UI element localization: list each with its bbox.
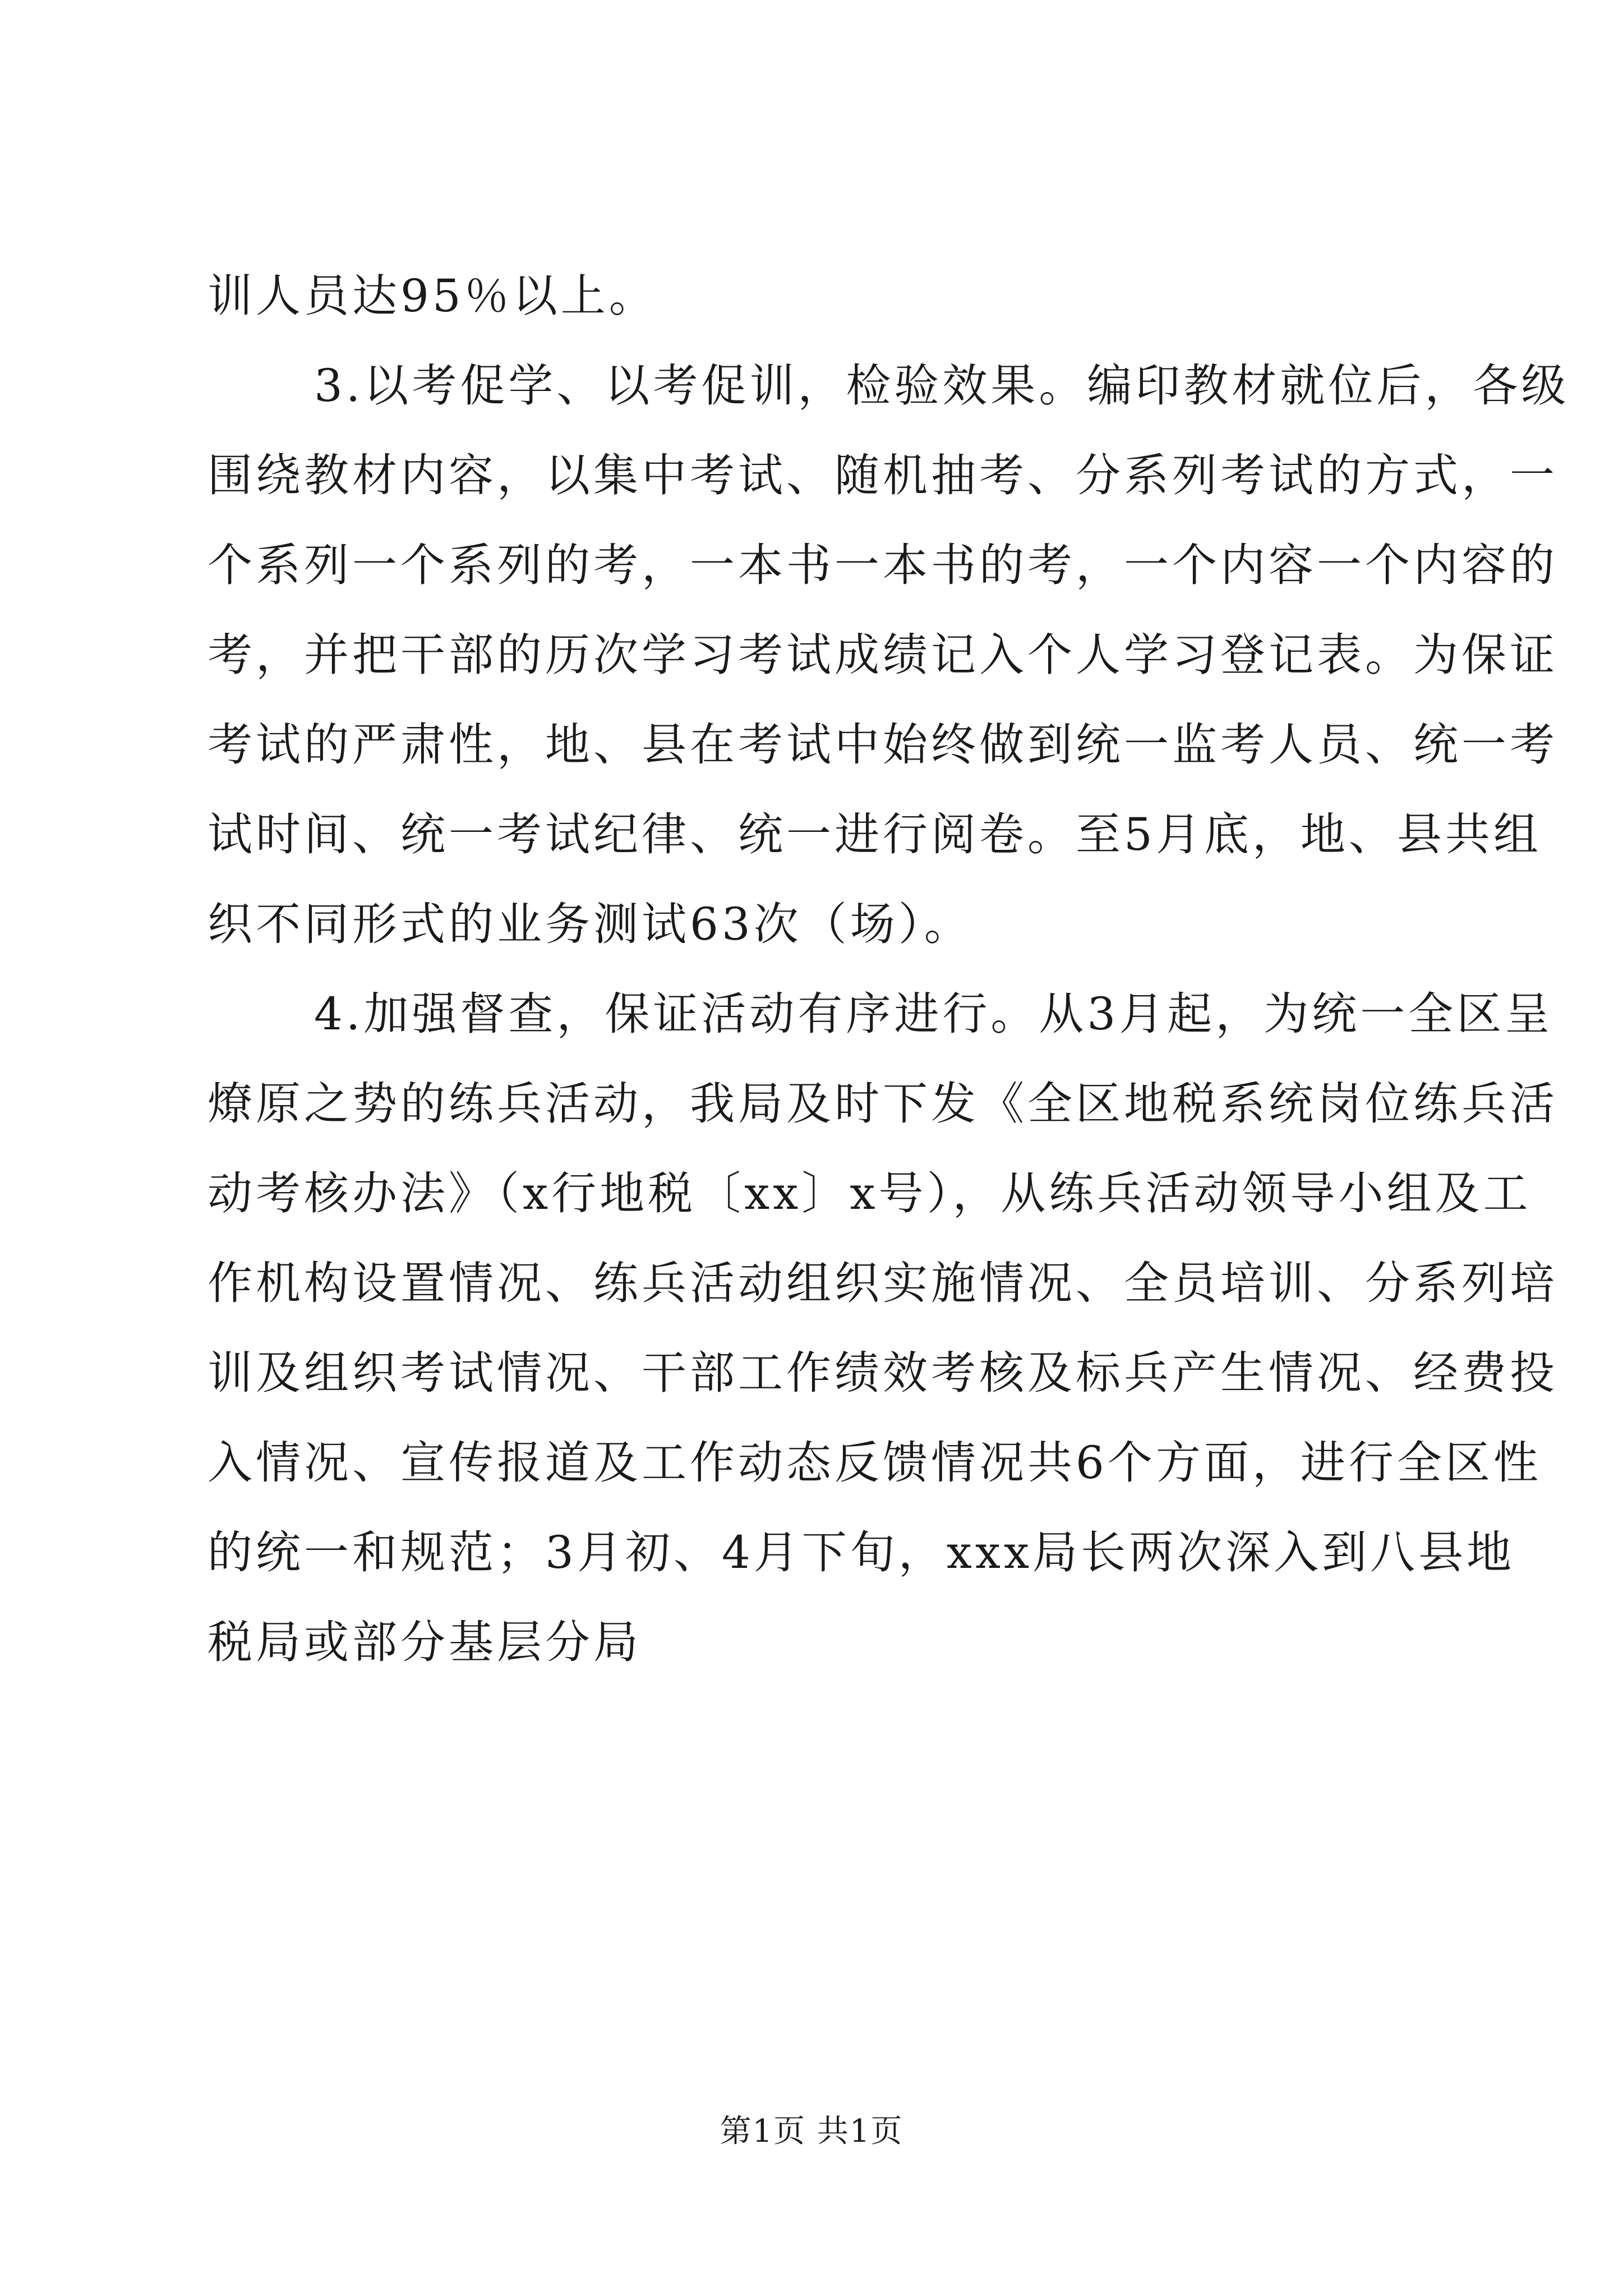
text-line: 入情况、宣传报道及工作动态反馈情况共6个方面，进行全区性 xyxy=(208,1437,1542,1489)
text-line: 训人员达95％以上。 xyxy=(208,270,657,322)
text-line: 织不同形式的业务测试63次（场）。 xyxy=(208,898,972,950)
text-line: 3.以考促学、以考促训，检验效果。编印教材就位后，各级 xyxy=(314,360,1570,412)
page-number-label: 第1页 共1页 xyxy=(720,2113,903,2150)
page-footer xyxy=(0,2109,1623,2154)
text-line: 围绕教材内容，以集中考试、随机抽考、分系列考试的方式，一 xyxy=(208,449,1558,501)
text-line: 试时间、统一考试纪律、统一进行阅卷。至5月底，地、县共组 xyxy=(208,808,1542,861)
text-line: 训及组织考试情况、干部工作绩效考核及标兵产生情况、经费投 xyxy=(208,1347,1558,1399)
text-line: 燎原之势的练兵活动，我局及时下发《全区地税系统岗位练兵活 xyxy=(208,1078,1558,1130)
text-line: 考，并把干部的历次学习考试成绩记入个人学习登记表。为保证 xyxy=(208,629,1558,681)
text-line: 的统一和规范；3月初、4月下旬，xxx局长两次深入到八县地 xyxy=(208,1526,1515,1579)
text-line: 税局或部分基层分局 xyxy=(208,1616,642,1668)
text-line: 考试的严肃性，地、县在考试中始终做到统一监考人员、统一考 xyxy=(208,719,1558,771)
text-line: 个系列一个系列的考，一本书一本书的考，一个内容一个内容的 xyxy=(208,539,1558,591)
text-line: 4.加强督查，保证活动有序进行。从3月起，为统一全区呈 xyxy=(314,988,1553,1040)
document-body xyxy=(208,251,1570,1687)
text-line: 作机构设置情况、练兵活动组织实施情况、全员培训、分系列培 xyxy=(208,1257,1558,1309)
text-line: 动考核办法》（x行地税〔xx〕x号），从练兵活动领导小组及工 xyxy=(208,1167,1532,1220)
